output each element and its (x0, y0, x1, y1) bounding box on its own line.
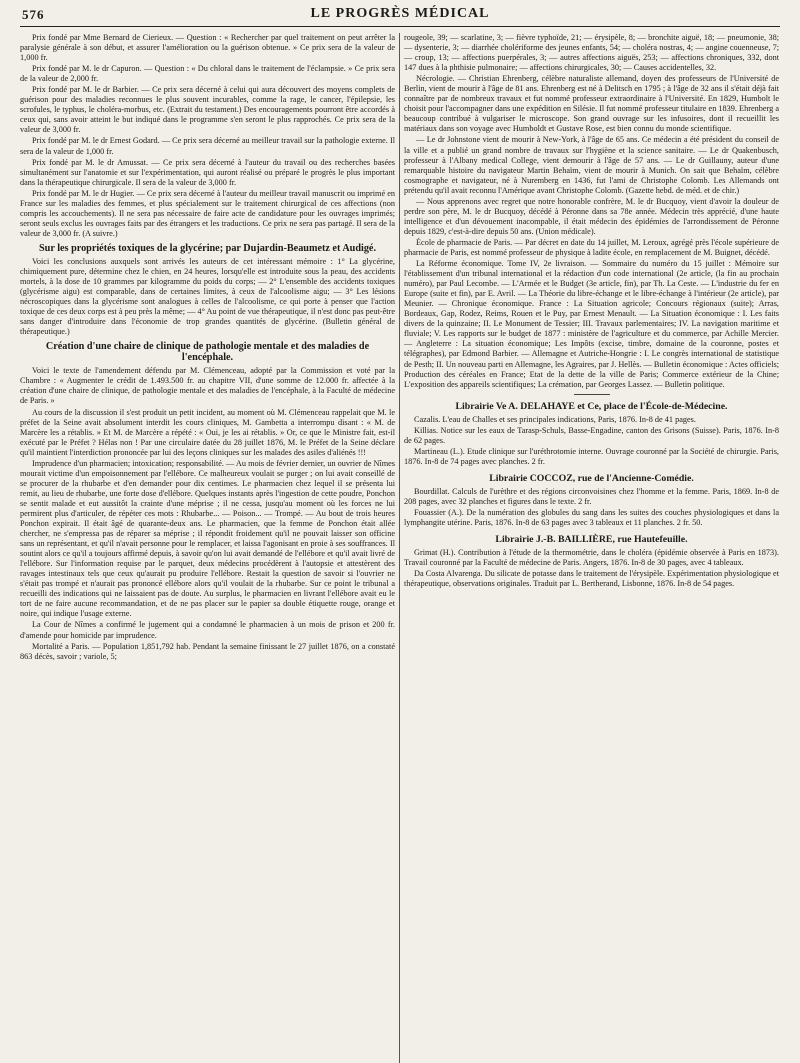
prize-paragraph: Prix fondé par M. le dr Amussat. — Ce prix sera décerné à l'auteur du travail ou des recherches basées simultanément sur l'anatomie et sur l'expérimentation, qui auront réalisé ou préparé le progrès le plus important dans la thérapeutique chirurgicale. Il sera de la valeur de 3,000 fr. (20, 157, 395, 187)
mortality-continued: rougeole, 39; — scarlatine, 3; — fièvre typhoïde, 21; — érysipèle, 8; — bronchite aiguë, 18; — pneumonie, 38; — dysenterie, 3; — diarrhée cholériforme des jeunes enfants, 54; — choléra nostras, 4; — angine couenneuse, 7; — croup, 13; — affections puerpérales, 3; — autres affections aiguës, 253; — affections chroniques, 332, dont 147 dues à la phthisie pulmonaire; — affections chirurgicales, 30; — Causes accidentelles, 32. (404, 33, 779, 73)
article-paragraph: Au cours de la discussion il s'est produit un petit incident, au moment où M. Clémenceau rappelait que M. le préfet de la Seine avait absolument interdit les cours cliniques, M. Gambetta a interrompu disant : « M. de Marcère les a rétablis. » Et M. de Marcère a répété : « Oui, je les ai rétablis. » Or, ce que le Ministre fait, est-il exécuté par le Préfet ? Hélas non ! Par une circulaire datée du 28 juillet 1876, M. le Préfet de la Seine déclare qu'il maintient l'interdiction prononcée par lui des leçons cliniques sur les malades des asiles d'aliénés !!! (20, 407, 395, 457)
article-paragraph: La Cour de Nîmes a confirmé le jugement qui a condamné le pharmacien à un mois de prison et 200 fr. d'amende pour homicide par imprudence. (20, 620, 395, 640)
article-paragraph: Voici le texte de l'amendement défendu par M. Clémenceau, adopté par la Commission et voté par la Chambre : « Augmenter le crédit de 1.493.500 fr. au chapitre VII, d'une somme de 12.000 fr. affectée à la création d'une chaire de clinique, de pathologie mentale et des maladies de l'encéphale, à la Faculté de médecine de Paris. » (20, 366, 395, 406)
glycerine-paragraph: Voici les conclusions auxquels sont arrivés les auteurs de cet intéressant mémoire : 1° La glycérine, chimiquement pure, détermine chez le chien, en 24 heures, lorsqu'elle est introduite sous la peau, des accidents mortels, à la dose de 10 grammes par kilogramme du poids du corps; — 2° L'ensemble des accidents toxiques (glycérisme aigu) est comparable, dans de certaines limites, à ceux de l'alcoolisme aigu; — 3° Les lésions nécroscopiques dans la glycérisme sont analogues à celles de l'alcoolisme, ce qui porte à penser que l'action toxique de ces deux corps est à peu près la même; — 4° Au point de vue thérapeutique, il n'est donc pas peut-être sans danger d'introduire dans l'économie de trop grandes quantités de glycérine. (Bulletin général de thérapeutique.) (20, 256, 395, 337)
news-paragraph: La Réforme économique. Tome IV, 2e livraison. — Sommaire du numéro du 15 juillet : Mémoire sur l'établissement d'un tribunal international et la rédaction d'un code international (2e article, (la fin au prochain numéro), par Paul Lecombe. — L'Armée et le Budget (3e article, fin), par Th. La Ceste. — L'industrie du fer en Europe (suite et fin), par E. Avril. — La Théorie du libre-échange et le libre-échange à l'intérieur (2e article), par Meunier. — Chronique économique. France : La Situation agricole; Concours régionaux (suite); Arras, Bordeaux, Gap, Rodez, Reims, Rouen et le Puy, par Ernest Menault. — La Situation économique : I. Les faits divers de la quinzaine; II. Le Monument de Tessier; III. Travaux parlementaires; IV. La navigation maritime et fluviale; V. Les rapports sur le budget de 1877 : ministère de l'agriculture et du commerce, par Achille Mercier. — Angleterre : La situation économique; Les Impôts (excise, timbre, domaine de la couronne, postes et télégraphes), par Edmond Barbier. — Allemagne et Autriche-Hongrie : I. Le congrès international de statistique de Pesth; II. Un nouveau parti en Allemagne, les Agraires, par J. Hellès. — Bulletin économique : Actes officiels; Production des céréales en France; Etat de la dette de la ville de Paris; Commerce extérieur de la Chine; L'exposition des appareils scientifiques; La crémation, par Georges Lassez. — Bulletin politique. (404, 259, 779, 389)
prize-paragraph: Prix fondé par M. le dr Hugier. — Ce prix sera décerné à l'auteur du meilleur travail manuscrit ou imprimé en France sur les maladies des femmes, et plus spécialement sur le traitement chirurgical de ces affections (non compris les accouchements). Il ne sera pas nécessaire de faire acte de candidature pour les ouvrages imprimés; seront seuls exclus les ouvrages faits par des étrangers et les traductions. Ce prix ne sera pas partagé. Il sera de la valeur de 3,000 fr. (A suivre.) (20, 188, 395, 238)
necrology-paragraph: Nécrologie. — Christian Ehrenberg, célèbre naturaliste allemand, doyen des professeurs de l'Université de Berlin, vient de mourir à l'âge de 81 ans. Ehrenberg est né à Delitsch en 1795 ; à l'âge de 32 ans il s'était déjà fait connaître par de nombreux travaux et fut nommé professeur extraordinaire à l'Université. En 1829, Humbolt le choisit pour l'accompagner dans une expédition en Silésie. Il fut nommé professeur titulaire en 1839. Ehrenberg a beaucoup contribué à vulgariser le microscope. Son grand ouvrage sur les infusoires, dont il recueillit les matériaux dans son voyage avec Humboldt et Gustave Rose, est bien connu du monde scientifique. (404, 74, 779, 134)
bibliography-entry: Grimat (H.). Contribution à l'étude de la thermométrie, dans le choléra (épidémie observée à Paris en 1873). Travail couronné par la Faculté de médecine de Paris. Angers, 1876. In-8 de 30 pages, avec 4 tableaux. (404, 548, 779, 568)
article-paragraph: Imprudence d'un pharmacien; intoxication; responsabilité. — Au mois de février dernier, un ouvrier de Nîmes mourait victime d'un empoisonnement par l'ellébore. Ce malheureux voulait se purger ; on lui avait conseillé de se procurer de la rhubarbe et d'en demander pour dix centimes. Le pharmacien chez lequel il se présenta lui remit, au lieu de rhubarbe, une forte dose d'ellébore. Quelques instants après l'ingestion de cette poudre, Ponchon se sentit malade et eut aussitôt la crainte d'une méprise ; il ne cessa, jusqu'au moment où les forces ne lui permirent plus d'articuler, de répéter ces mots : Rhubarbe... — Poison... — Trompé. — Au bout de trois heures Ponchon expirait. Il était âgé de quarante-deux ans. Le pharmacien, que la femme de Ponchon était allée chercher, ne s'empressa pas de réparer sa méprise ; il répondit froidement qu'il ne pouvait laisser son officine sans un représentant, et qu'il n'avait personne pour le remplacer, et laissa l'agonisant en proie à ses souffrances. Il soutint alors ce qu'il a toujours affirmé depuis, à savoir qu'on lui avait demandé de l'ellébore et qu'il avait livré de l'ellébore. Sur l'information requise par le parquet, deux médecins procédèrent à l'autopsie et attestèrent des ravages intestinaux tels que ceux qu'aurait pu produire l'ellébore. Restait la question de savoir si l'ouvrier ne s'était pas trompé et n'aurait pas prononcé ellébore alors qu'il voulait de la rhubarbe. Sur ce point le tribunal a recueilli des indications qui ne laissaient pas de doute. Au surplus, le pharmacien en livrant l'ellébore avait eu le tort de ne faire aucune recommandation, et de ne pas placer sur le papier sa double étiquette rouge, orange et noire, qui indique l'usage externe. (20, 458, 395, 619)
right-column (404, 33, 779, 590)
section-rule (574, 394, 610, 395)
left-column (20, 33, 395, 663)
library-heading: Librairie Ve A. DELAHAYE et Ce, place de l'École-de-Médecine. (455, 400, 728, 412)
prize-paragraph: Prix fondé par Mme Bernard de Cierieux. — Question : « Rechercher par quel traitement on peut arrêter la paralysie générale à son début, et assurer l'amélioration ou la guérison obtenue. » Ce prix sera de la valeur de 1,000 fr. (20, 33, 395, 63)
bibliography-entry: Da Costa Alvarenga. Du silicate de potasse dans le traitement de l'érysipèle. Expérimentation physiologique et thérapeutique, observations originales. Traduit par L. Bertherand, Lisbonne, 1876. In-8 de 54 pages. (404, 569, 779, 589)
prize-paragraph: Prix fondé par M. le dr Ernest Godard. — Ce prix sera décerné au meilleur travail sur la pathologie externe. Il sera de la valeur de 1,000 fr. (20, 136, 395, 156)
bibliography-entry: Fouassier (A.). De la numération des globules du sang dans les suites des couches physiologiques et dans la lymphangite utérine. Paris, 1876. In-8 de 63 pages avec 3 tableaux et 11 planches. 2 fr. 50. (404, 507, 779, 528)
prize-paragraph: Prix fondé par M. le dr Capuron. — Question : « Du chloral dans le traitement de l'éclampsie. » Ce prix sera de la valeur de 2,000 fr. (20, 64, 395, 84)
bibliography-entry: Killias. Notice sur les eaux de Tarasp-Schuls, Basse-Engadine, canton des Grisons (Suisse). Paris, 1876. In-8 de 62 pages. (404, 425, 779, 445)
bibliography-entry: Cazalis. L'eau de Challes et ses principales indications, Paris, 1876. In-8 de 41 pages. (414, 414, 696, 424)
page-header (20, 6, 780, 27)
necrology-paragraph: — Nous apprenons avec regret que notre honorable confrère, M. le dr Bucquoy, vient d'avoir la douleur de perdre son père, M. le dr Bucquoy, décédé à Péronne dans sa 78e année. Médecin très apprécié, d'une haute intelligence et d'un dévouement inacompable, il était médecin des épidémies de l'arrondissement de Péronne depuis 1829, c'est-à-dire depuis 50 ans. (Union médicale). (404, 196, 779, 236)
chaire-heading: Création d'une chaire de clinique de pathologie mentale et des maladies de l'encéphale. (45, 341, 370, 364)
journal-title: LE PROGRÈS MÉDICAL (310, 6, 490, 21)
bibliography-entry: Martineau (L.). Etude clinique sur l'uréthrotomie interne. Ouvrage couronné par la Société de chirurgie. Paris, 1876. In-8 de 74 pages avec planches. 2 fr. (404, 446, 779, 466)
glycerine-heading: Sur les propriétés toxiques de la glycérine; par Dujardin-Beaumetz et Audigé. (38, 242, 377, 254)
column-divider (399, 33, 400, 1063)
library-heading: Librairie COCCOZ, rue de l'Ancienne-Comédie. (489, 472, 694, 484)
news-paragraph: École de pharmacie de Paris. — Par décret en date du 14 juillet, M. Leroux, agrégé près l'école supérieure de pharmacie de Paris, est nommé professeur de physique à ladite école, en remplacement de M. Buignet, décédé. (404, 237, 779, 257)
bibliography-entry: Bourdillat. Calculs de l'urèthre et des régions circonvoisines chez l'homme et la femme. Paris, 1869. In-8 de 208 pages, avec 32 planches et figures dans le texte. 2 fr. (404, 486, 779, 506)
prize-paragraph: Prix fondé par M. le dr Barbier. — Ce prix sera décerné à celui qui aura découvert des moyens complets de guérison pour des maladies reconnues le plus souvent incurables, comme la rage, le cancer, l'épilepsie, les scrofules, le typhus, le choléra-morbus, etc. (Extrait du testament.) Des encouragements pourront être accordés à ceux qui, sans avoir atteint le but indiqué dans le programme s'en seront le plus rapprochés. Ce prix sera de la valeur de 3,000 fr. (20, 85, 395, 135)
mortality-paragraph: Mortalité a Paris. — Population 1,851,792 hab. Pendant la semaine finissant le 27 juillet 1876, on a constaté 863 décès, savoir ; variole, 5; (20, 641, 395, 661)
page-number: 576 (22, 7, 45, 22)
library-heading: Librairie J.-B. BAILLIÈRE, rue Hautefeuille. (495, 534, 688, 546)
necrology-paragraph: — Le dr Johnstone vient de mourir à New-York, à l'âge de 65 ans. Ce médecin a été président du conseil de la ville et a publié un grand nombre de travaux sur l'hygiène et la science sanitaire. — Le dr Quakenbusch, professeur à l'Albany medical College, vient demourir à l'âge de 57 ans. — Le dr Guillauny, auteur d'une remarquable histoire du navigateur Martin Behaïm, vient de mourir à Munich. On sait que Behaïm, célèbre cosmographe et navigateur, né à Nuremberg en 1436, fut l'ami de Christophe Colomb. Les Allemands ont prétendu qu'il avait reconnu l'Amérique avant Christophe Colomb. (Gazette hebd. de méd. et de chir.) (404, 135, 779, 195)
